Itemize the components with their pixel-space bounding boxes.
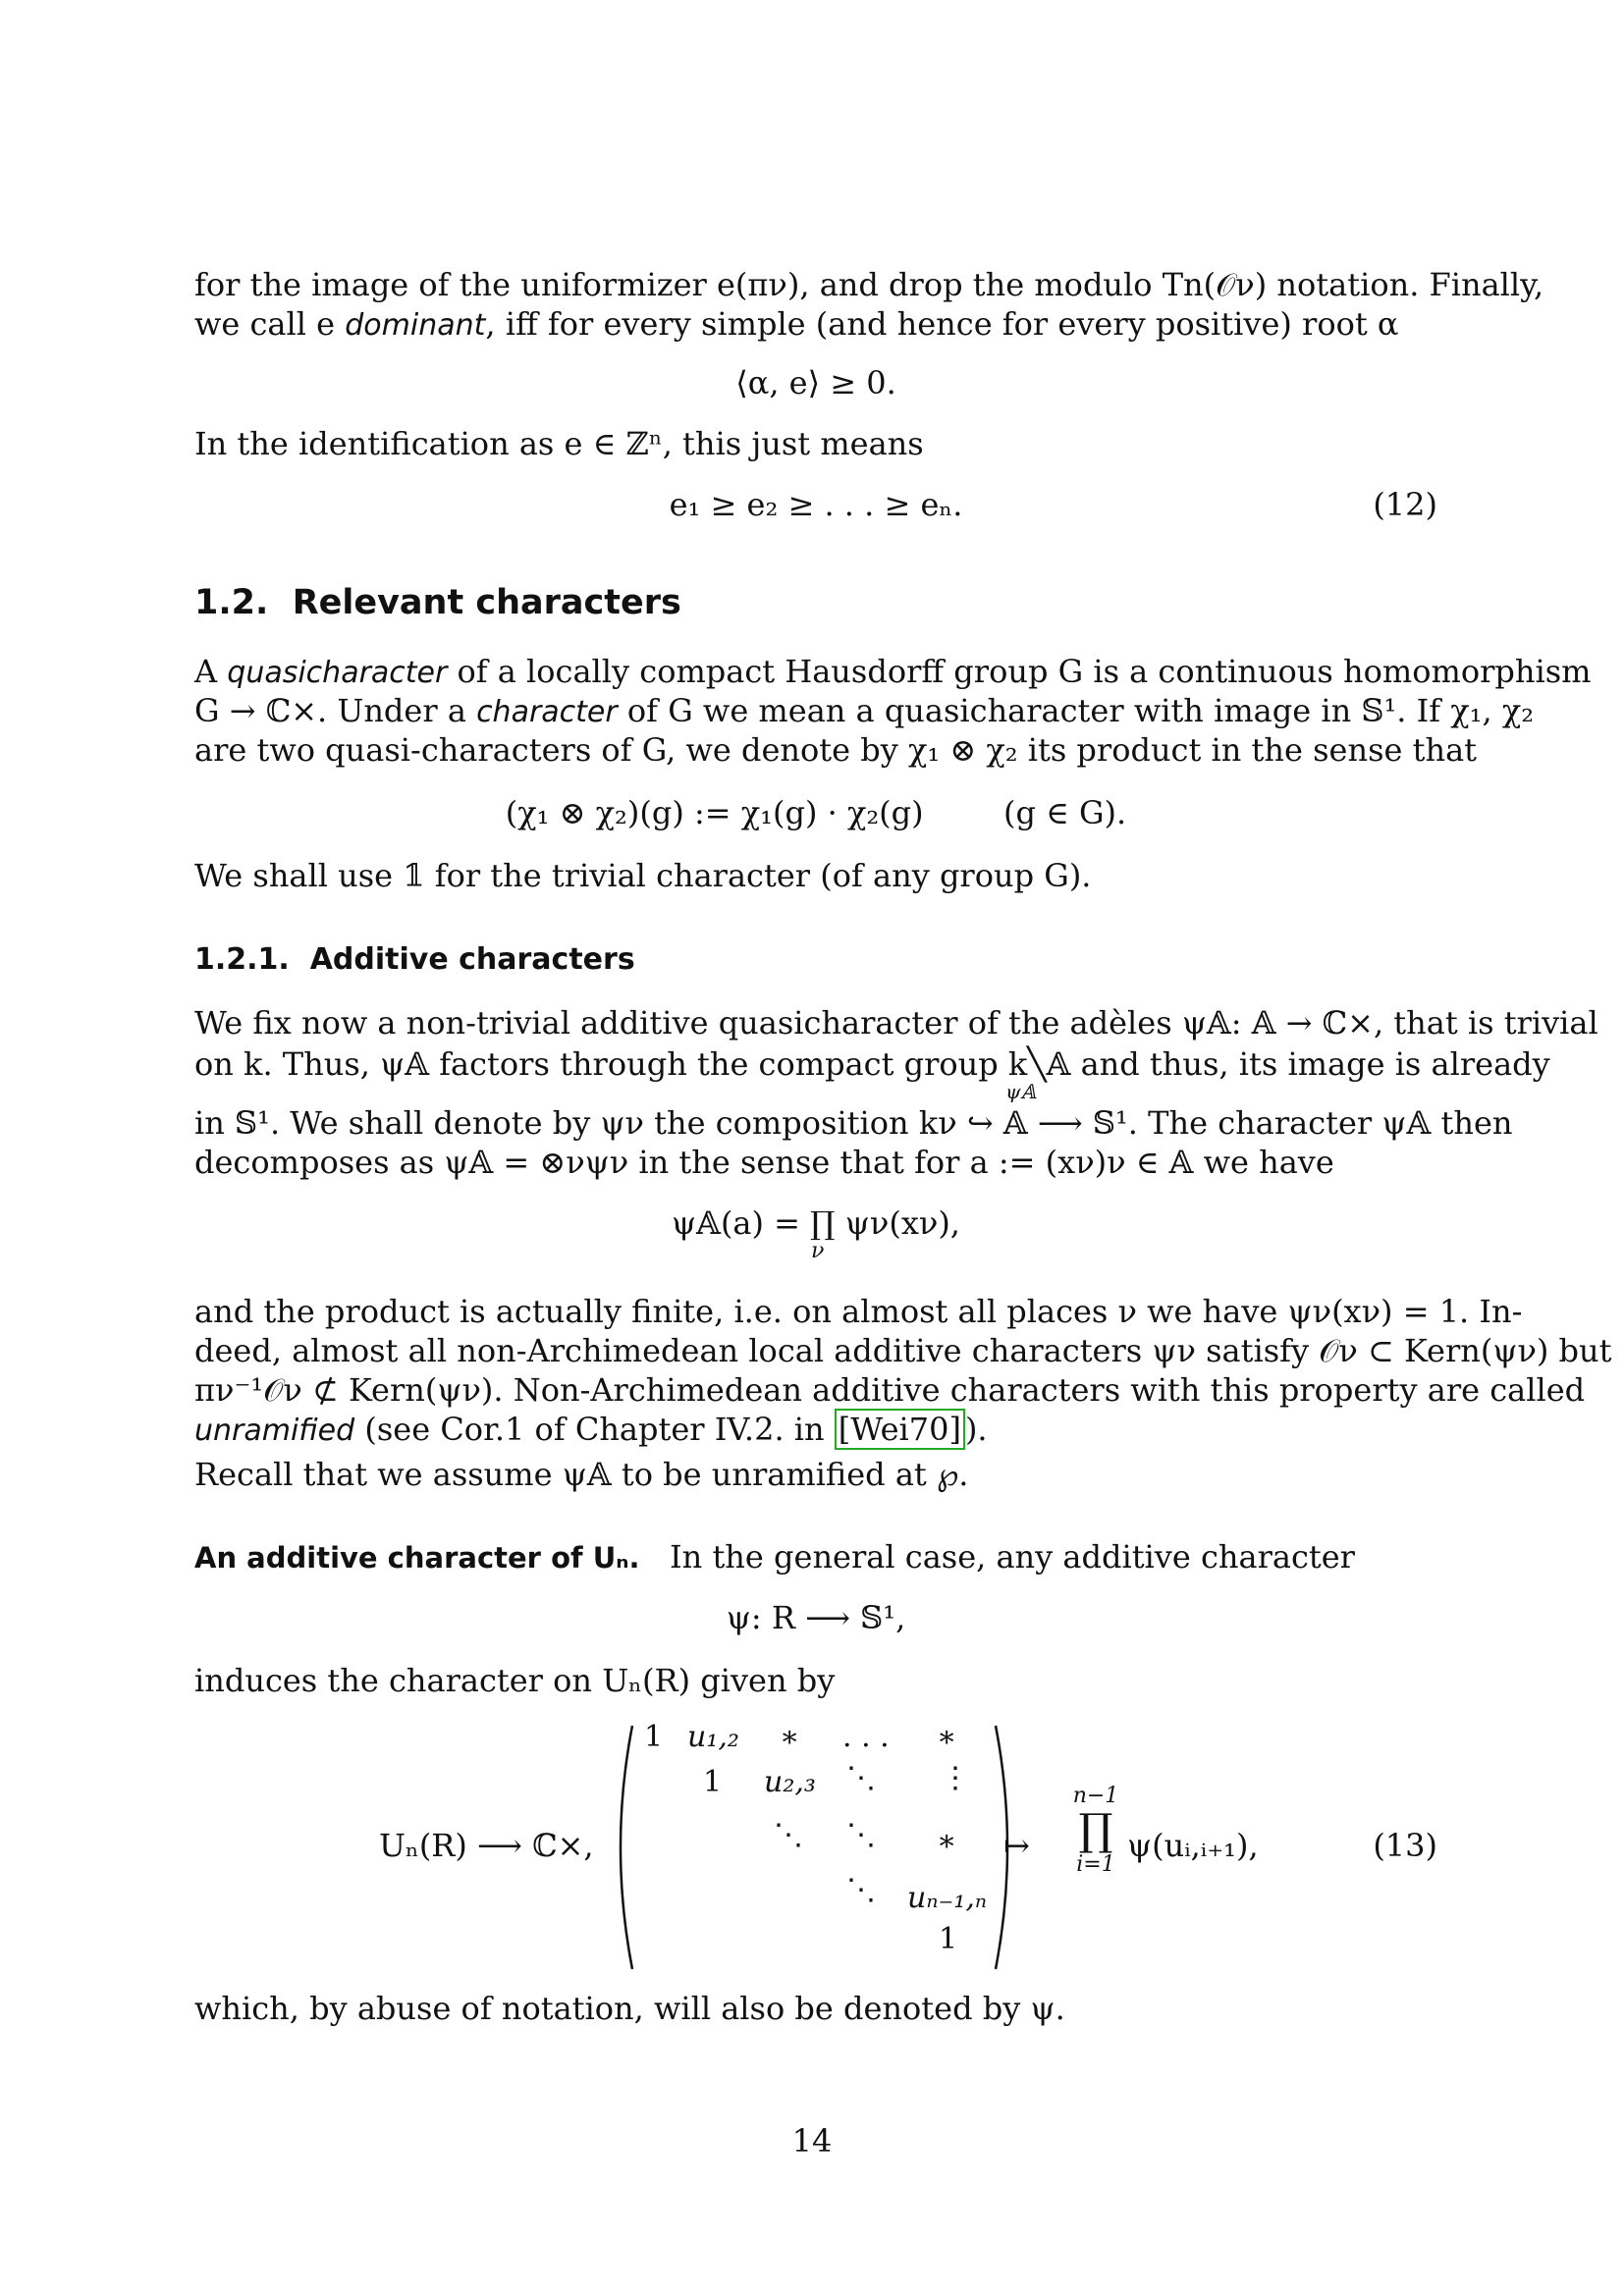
product-symbol: ∏ [1078,1805,1113,1855]
text-line: We shall use 𝟙 for the trivial character (of any group G). [194,857,1092,894]
matrix-cell: ⋱ [846,1818,876,1852]
text-span: of a locally compact Hausdorff group G is a continuous homomorphism [447,653,1592,690]
subsection-heading [194,940,635,980]
matrix-cell: ⋱ [774,1818,803,1852]
text-span: (see Cor.1 of Chapter IV.2. in [354,1411,835,1448]
text-line: induces the character on Uₙ(R) given by [194,1662,836,1699]
text-line: and the product is actually finite, i.e. on almost all places ν we have ψν(xν) = 1. In- [194,1293,1523,1330]
text-line: decomposes as ψ𝔸 = ⊗νψν in the sense that for a := (xν)ν ∈ 𝔸 we have [194,1144,1334,1181]
emphasis: unramified [194,1414,355,1448]
section-title: Relevant characters [292,583,681,622]
matrix-cell: 1 [703,1765,723,1799]
text-span: A [194,653,228,690]
matrix-cell: ⋱ [846,1761,876,1795]
subsection-title: Additive characters [309,942,635,977]
equation-psi: ψ: R ⟶ 𝕊¹, [726,1599,906,1636]
matrix-cell: ∗ [937,1720,957,1754]
text-line: are two quasi-characters of G, we denote by χ₁ ⊗ χ₂ its product in the sense that [194,731,1477,769]
equation-product: (χ₁ ⊗ χ₂)(g) := χ₁(g) · χ₂(g) (g ∈ G). [505,794,1127,831]
arrow-label: ψ𝔸 [1005,1080,1037,1103]
text-span: ). [964,1411,988,1448]
equation-12: e₁ ≥ e₂ ≥ . . . ≥ eₙ. [669,486,963,523]
equation-decomposition: ψ𝔸(a) = ∏ ψν(xν), [672,1204,960,1242]
matrix-cell: ∗ [937,1824,957,1858]
matrix-cell: u₁,₂ [687,1720,739,1754]
text-line [194,691,1534,732]
equation-dominant: ⟨α, e⟩ ≥ 0. [735,364,896,401]
text-line: for the image of the uniformizer e(πν), and drop the modulo Tn(𝒪ν) notation. Finally, [194,266,1544,303]
text-span: we call e [194,305,346,343]
emphasis: dominant [345,308,486,343]
section-heading [194,581,681,624]
mapsto-arrow: ↦ [1003,1827,1030,1864]
matrix-cell: . . . [842,1720,890,1754]
emphasis: quasicharacter [227,656,448,690]
emphasis: character [476,695,618,729]
text-line: Recall that we assume ψ𝔸 to be unramified at ℘. [194,1456,969,1493]
paragraph-heading: An additive character of Uₙ. [194,1541,640,1575]
product-upper-limit: n−1 [1072,1784,1119,1808]
text-line: on k. Thus, ψ𝔸 factors through the compact group k╲𝔸 and thus, its image is already [194,1045,1550,1083]
matrix-cell: 1 [644,1720,664,1754]
text-line [194,1537,1355,1577]
text-span: In the general case, any additive character [670,1538,1355,1575]
product-subscript: ν [811,1239,825,1263]
text-span: , iff for every simple (and hence for every positive) root α [485,305,1399,343]
matrix-cell: ∗ [780,1720,800,1754]
subsection-number: 1.2.1. [194,942,290,977]
text-line: We fix now a non-trivial additive quasicharacter of the adèles ψ𝔸: 𝔸 → ℂ×, that is trivial [194,1004,1598,1041]
citation-link[interactable]: [Wei70] [835,1409,965,1450]
matrix-cell: u₂,₃ [764,1765,816,1799]
matrix-cell: uₙ₋₁,ₙ [907,1881,988,1915]
equation-number: (12) [1373,486,1437,523]
matrix-cell: ⋱ [846,1873,876,1907]
product-operator [1066,1785,1125,1877]
text-line: which, by abuse of notation, will also be denoted by ψ. [194,1990,1065,2027]
matrix-cell: 1 [939,1922,958,1956]
product-lower-limit: i=1 [1076,1852,1115,1877]
text-line: deed, almost all non-Archimedean local additive characters ψν satisfy 𝒪ν ⊂ Kern(ψν) but [194,1332,1612,1369]
text-line: in 𝕊¹. We shall denote by ψν the composition kν ↪ 𝔸 ⟶ 𝕊¹. The character ψ𝔸 then [194,1104,1513,1142]
text-span: G → ℂ×. Under a [194,692,477,729]
equation-number: (13) [1373,1827,1437,1864]
text-span: of G we mean a quasicharacter with image in 𝕊¹. If χ₁, χ₂ [617,692,1535,729]
text-line [194,304,1399,346]
equation-lhs: Uₙ(R) ⟶ ℂ×, [379,1827,594,1864]
equation-rhs: ψ(uᵢ,ᵢ₊₁), [1127,1827,1259,1864]
left-paren [621,1726,632,1969]
text-line [194,1410,988,1451]
page-number: 14 [791,2122,833,2160]
matrix-cell: ⋮ [941,1761,970,1795]
equation-13 [194,1720,1437,1975]
section-number: 1.2. [194,583,269,622]
text-line: πν⁻¹𝒪ν ⊄ Kern(ψν). Non-Archimedean additive characters with this property are called [194,1371,1586,1409]
text-line [194,652,1591,693]
text-line: In the identification as e ∈ ℤⁿ, this just means [194,425,924,462]
